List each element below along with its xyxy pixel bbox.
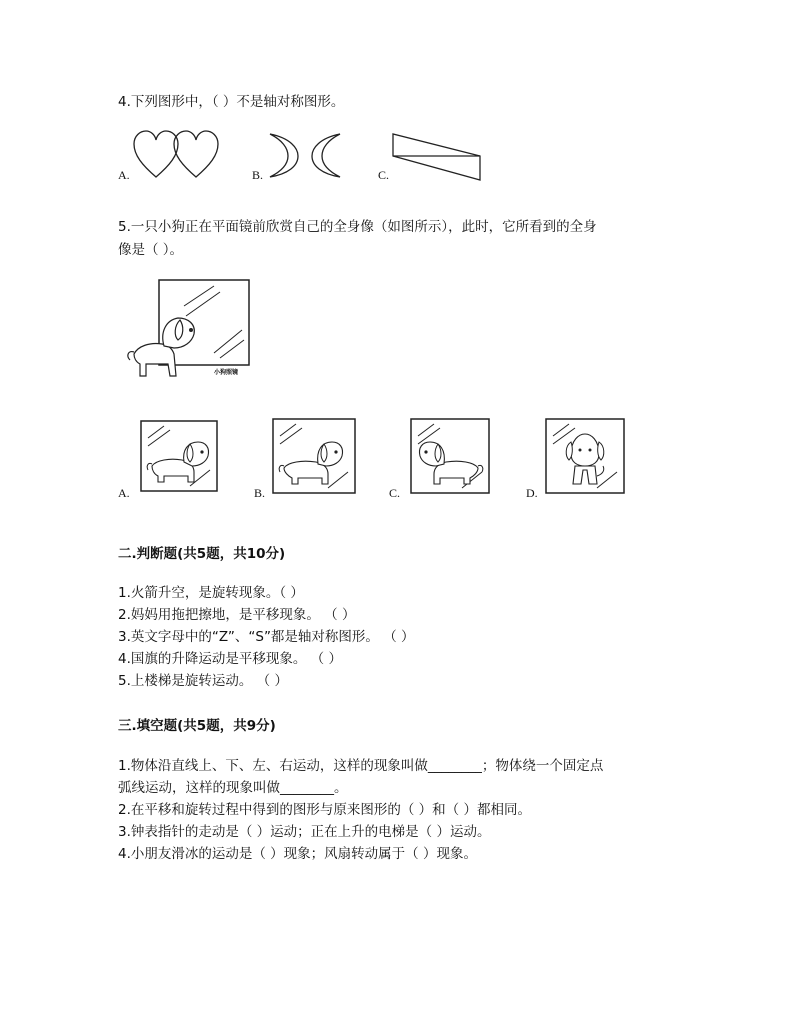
q4-option-b-label: B. [252, 168, 264, 182]
q4-stem: 4.下列图形中，（ ）不是轴对称图形。 [118, 94, 345, 110]
q5-option-b-image [272, 418, 358, 494]
section2-item-5: 5.上楼梯是旋转运动。 （ ） [118, 673, 288, 689]
q5-option-b-label: B. [254, 486, 266, 500]
q5-option-c-label: C. [389, 486, 401, 500]
q5-stem-line1: 5.一只小狗正在平面镜前欣赏自己的全身像（如图所示），此时，它所看到的全身 [118, 219, 597, 235]
q4-option-a-hearts [132, 130, 222, 180]
section2-item-4: 4.国旗的升降运动是平移现象。 （ ） [118, 651, 342, 667]
q5-dog-mirror-figure [124, 278, 254, 388]
q4-option-b-crescents [262, 130, 352, 180]
q5-option-c-image [410, 418, 492, 494]
section3-item-2: 2.在平移和旋转过程中得到的图形与原来图形的（ ）和（ ）都相同。 [118, 802, 531, 818]
q4-option-c-label: C. [378, 168, 390, 182]
q5-option-d-label: D. [526, 486, 538, 500]
q4-option-a-label: A. [118, 168, 130, 182]
q5-option-a-image [140, 420, 220, 492]
q5-option-a-label: A. [118, 486, 130, 500]
section3-item-3: 3.钟表指针的走动是（ ）运动；正在上升的电梯是（ ）运动。 [118, 824, 491, 840]
section2-item-1: 1.火箭升空，是旋转现象。（ ） [118, 585, 304, 601]
section3-item-4: 4.小朋友滑冰的运动是（ ）现象；风扇转动属于（ ）现象。 [118, 846, 477, 862]
section3-item-1-line2: 弧线运动，这样的现象叫做________。 [118, 780, 348, 796]
section2-title: 二.判断题(共5题，共10分) [118, 546, 286, 562]
section3-title: 三.填空题(共5题，共9分) [118, 718, 276, 734]
q5-option-d-image [545, 418, 627, 494]
section2-item-3: 3.英文字母中的“Z”、“S”都是轴对称图形。 （ ） [118, 629, 415, 645]
q4-option-c-shape [390, 132, 490, 182]
section2-item-2: 2.妈妈用拖把擦地，是平移现象。 （ ） [118, 607, 356, 623]
q5-stem-line2: 像是（ ）。 [118, 242, 184, 258]
section3-item-1-line1: 1.物体沿直线上、下、左、右运动，这样的现象叫做________；物体绕一个固定点 [118, 758, 604, 774]
q5-figure-caption: 小狗照镜 [214, 369, 239, 376]
